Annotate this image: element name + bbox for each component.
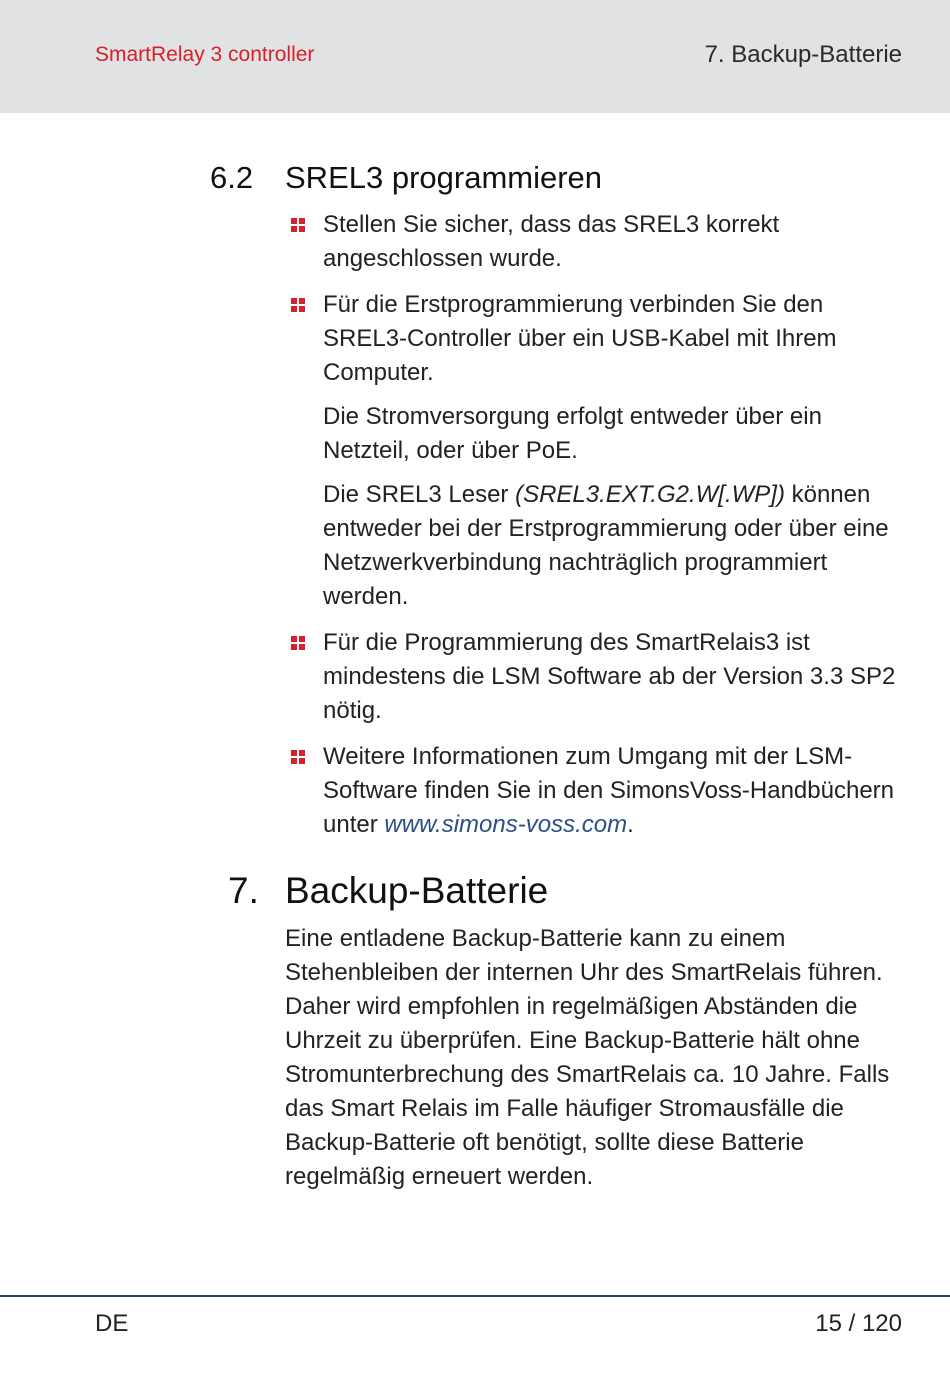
header-chapter: 7. Backup-Batterie (704, 41, 902, 68)
list-item (285, 288, 905, 614)
chapter-number: 7. (228, 870, 259, 911)
list-item-text: Weitere Informationen zum Umgang mit der LSM-Software finden Sie in den SimonsVoss-Handbüchern unter www.simons-voss.com. (323, 743, 895, 838)
chapter-body: Eine entladene Backup-Batterie kann zu einem Stehenbleiben der internen Uhr des SmartRelais führen. Daher wird empfohlen in regelmäßigen Abständen die Uhrzeit zu überprüfen. Eine Backup-Batterie hält ohne Stromunterbrechung des SmartRelais ca. 10 Jahre. Falls das Smart Relais im Falle häufiger Stromausfälle die Backup-Batterie oft benötigt, sollte diese Batterie regelmäßig erneuert werden. (285, 925, 890, 1190)
list-item-text: Für die Programmierung des SmartRelais3 ist mindestens die LSM Software ab der Version 3.3 SP2 nötig. (323, 629, 896, 724)
instruction-list (285, 208, 905, 854)
list-item (285, 626, 905, 728)
reader-model-code: (SREL3.EXT.G2.W[.WP]) (515, 481, 785, 508)
bullet-icon (291, 636, 305, 650)
footer-divider (0, 1295, 950, 1297)
bullet-icon (291, 298, 305, 312)
list-item-text: Für die Erstprogrammierung verbinden Sie den SREL3-Controller über ein USB-Kabel mit Ihrem Computer. (323, 291, 837, 386)
footer-language: DE (95, 1310, 129, 1337)
list-item-note-power: Die Stromversorgung erfolgt entweder über ein Netzteil, oder über PoE. (323, 403, 822, 464)
header-brand: SmartRelay 3 controller (95, 43, 315, 66)
bullet-icon (291, 750, 305, 764)
list-item-note-readers: Die SREL3 Leser (SREL3.EXT.G2.W[.WP]) können entweder bei der Erstprogrammierung oder über eine Netzwerkverbindung nachträglich programmiert werden. (323, 481, 889, 610)
list-item (285, 740, 905, 842)
section-number: 6.2 (210, 160, 254, 195)
list-item (285, 208, 905, 276)
chapter-title: Backup-Batterie (285, 870, 549, 911)
bullet-icon (291, 218, 305, 232)
page-number: 15 / 120 (815, 1310, 902, 1337)
simonsvoss-link[interactable]: www.simons-voss.com (384, 811, 628, 838)
page-header (0, 0, 950, 113)
list-item-text: Stellen Sie sicher, dass das SREL3 korrekt angeschlossen wurde. (323, 211, 780, 272)
section-title: SREL3 programmieren (285, 160, 603, 195)
